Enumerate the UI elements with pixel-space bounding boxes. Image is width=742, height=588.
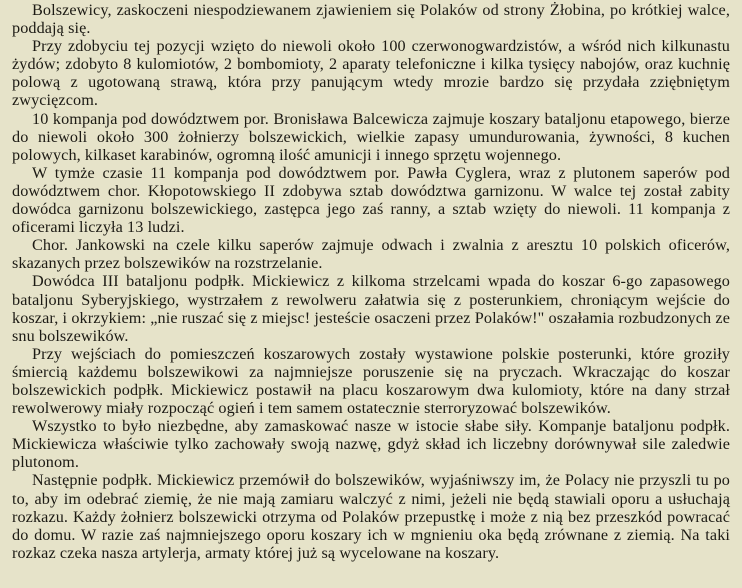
paragraph-10th-company: 10 kompanja pod dowództwem por. Bronisława Balcewicza zajmuje koszary batalјonu etapowego, bierze do niewoli około 300 żołnierzy bolszewickich, wielkie zapasy umundurowania, żywności, 8 kuchen polowych, kilkaset karabinów, ogromną ilość amunicji i innego sprzętu wojennego. bbox=[12, 109, 730, 164]
paragraph-jankowski: Chor. Jankowski na czele kilku saperów zajmuje odwach i zwalnia z aresztu 10 polskich oficerów, skazanych przez bolszewików na rozstrzelanie. bbox=[12, 236, 730, 273]
paragraph-weak-forces: Wszystko to było niezbędne, aby zamaskować nasze w istocie słabe siły. Kompanje batalјonu podpłk. Mickiewicza właściwie tylko zachowały swoją nazwę, gdyż skład ich liczebny dorównywał sile zaledwie plutonom. bbox=[12, 417, 730, 472]
paragraph-posts: Przy wejściach do pomieszczeń koszarowych zostały wystawione polskie posterunki, które groziły śmiercią każdemu bolszewikowi za najmniejsze poruszenie się na pryczach. Wkraczając do koszar bolszewickich podpłk. Mickiewicz postawił na placu koszarowym dwa kulomioty, które na dany strzał rewolwerowy miały rozpocząć ogień i tem samem ostatecznie sterroryzować bolszewików. bbox=[12, 344, 730, 418]
paragraph-11th-company: W tymże czasie 11 kompanja pod dowództwem por. Pawła Cyglera, wraz z plutonem saperów pod dowództwem chor. Kłopotowskiego II zdobywa sztab dowództwa garnizonu. W walce tej został zabity dowódca garnizonu bolszewickiego, zastępca jego zaś ranny, a sztab wzięty do niewoli. 11 kompanja z oficerami liczyła 13 ludzi. bbox=[12, 163, 730, 237]
paragraph-mickiewicz-raid: Dowódca III batalјonu podpłk. Mickiewicz z kilkoma strzelcami wpada do koszar 6-go zapasowego batalјonu Syberyjskiego, wystrzałem z rewolweru załatwia się z posterunkiem, chroniącym wejście do koszar, i okrzykiem: „nie ruszać się z miejsc! jesteście osaczeni przez Polaków!" oszałamia rozbudzonych ze snu bolszewików. bbox=[12, 272, 730, 345]
paragraph-surrender: Bolszewicy, zaskoczeni niespodziewanem zjawieniem się Polaków od strony Żłobina, po krótkiej walce, poddają się. bbox=[12, 1, 730, 38]
paragraph-captured-position: Przy zdobyciu tej pozycji wzięto do niewoli około 100 czerwonogwardzistów, a wśród nich kilkunastu żydów; zdobyto 8 kulomiotów, 2 bombomioty, 2 aparaty telefoniczne i kilka tysięcy nabojów, oraz kuchnię polową z ugotowaną strawą, która przy panującym wtedy mrozie bardzo się przydała zziębniętym zwycięzcom. bbox=[12, 37, 730, 110]
paragraph-speech: Następnie podpłk. Mickiewicz przemówił do bolszewików, wyjaśniwszy im, że Polacy nie przyszli tu po to, aby im odebrać ziemię, że nie mają zamiaru walczyć z nimi, jeżeli nie będą stawiali oporu a usłuchają rozkazu. Każdy żołnierz bolszewicki otrzyma od Polaków przepustkę i może z nią bez przeszkód powracać do domu. W razie zaś najmniejszego oporu koszary ich w mgnieniu oka będą zrównane z ziemią. Na taki rozkaz czeka nasza artylerja, armaty której już są wycelowane na koszary. bbox=[12, 471, 730, 562]
